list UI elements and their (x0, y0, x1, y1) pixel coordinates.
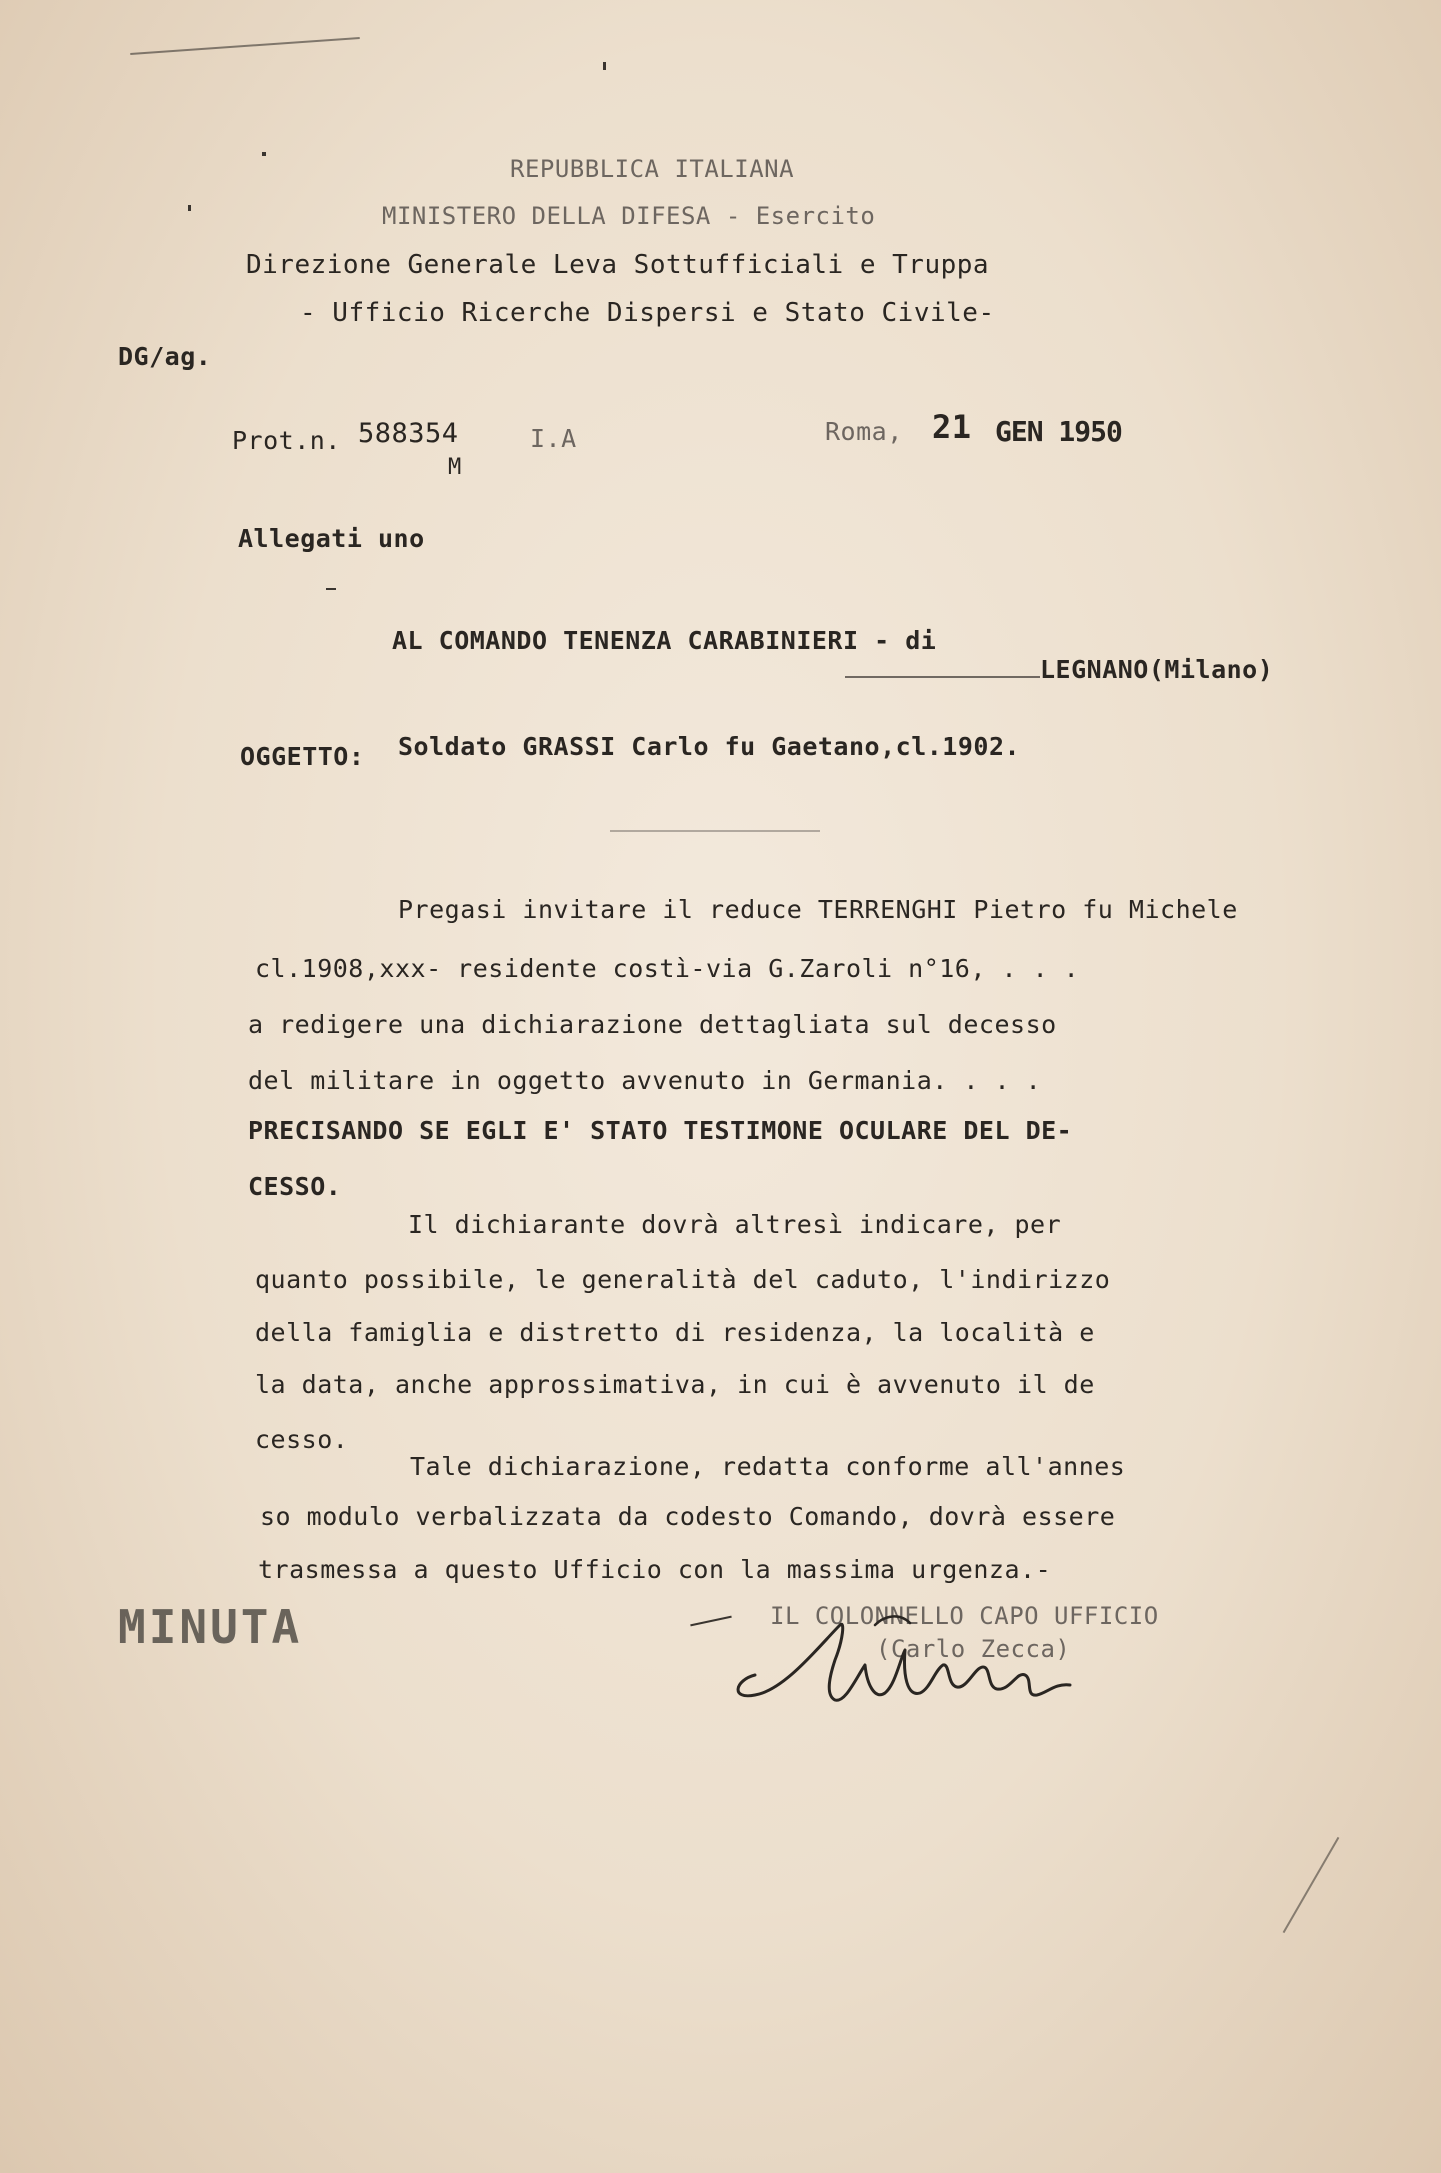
body-p3-line2: so modulo verbalizzata da codesto Comando, dovrà essere (260, 1502, 1116, 1531)
subject-label: OGGETTO: (240, 742, 365, 771)
date-place: Roma, (825, 417, 903, 446)
dotted-separator (610, 830, 820, 832)
signature-name: (Carlo Zecca) (876, 1635, 1071, 1663)
protocol-number: 588354 (358, 418, 459, 449)
protocol-suffix: I.A (530, 424, 577, 453)
attachments: Allegati uno (238, 524, 425, 553)
ink-dot (188, 205, 191, 211)
body-p1-line5: PRECISANDO SE EGLI E' STATO TESTIMONE OCULARE DEL DE- (248, 1116, 1073, 1145)
body-p1-line4: del militare in oggetto avvenuto in Germania. . . . (248, 1066, 1042, 1095)
body-p1-line6: CESSO. (248, 1172, 342, 1201)
header-office: - Ufficio Ricerche Dispersi e Stato Civile- (300, 298, 995, 328)
reference-code: DG/ag. (118, 342, 212, 371)
ink-dot (262, 152, 266, 156)
handwritten-signature (725, 1605, 1105, 1715)
recipient-underline (845, 676, 1040, 678)
pen-stroke-right (1283, 1837, 1340, 1933)
minuta-stamp: MINUTA (118, 1600, 303, 1654)
body-p2-line2: quanto possibile, le generalità del caduto, l'indirizzo (255, 1265, 1111, 1294)
protocol-label: Prot.n. (232, 426, 341, 455)
subject-text: Soldato GRASSI Carlo fu Gaetano,cl.1902. (398, 732, 1021, 761)
date-day: 21 (932, 408, 972, 446)
header-republic: REPUBBLICA ITALIANA (510, 155, 795, 183)
body-p2-line5: cesso. (255, 1425, 349, 1454)
recipient-line2: LEGNANO(Milano) (1040, 655, 1274, 684)
body-p2-line1: Il dichiarante dovrà altresì indicare, per (408, 1210, 1062, 1239)
ink-dot (603, 62, 606, 70)
signature-title: IL COLONNELLO CAPO UFFICIO (770, 1602, 1159, 1630)
body-p2-line4: la data, anche approssimativa, in cui è avvenuto il de (255, 1370, 1095, 1399)
protocol-sub: M (448, 455, 462, 480)
dash-mark (326, 588, 336, 590)
body-p1-line3: a redigere una dichiarazione dettagliata sul decesso (248, 1010, 1057, 1039)
body-p1-line2: cl.1908,xxx- residente costì-via G.Zaroli n°16, . . . (255, 954, 1080, 983)
body-p3-line1: Tale dichiarazione, redatta conforme all'annes (410, 1452, 1126, 1481)
body-p2-line3: della famiglia e distretto di residenza, la località e (255, 1318, 1095, 1347)
date-month-year: GEN 1950 (995, 415, 1122, 448)
body-p3-line3: trasmessa a questo Ufficio con la massima urgenza.- (258, 1555, 1052, 1584)
header-ministry: MINISTERO DELLA DIFESA - Esercito (382, 202, 876, 230)
recipient-line1: AL COMANDO TENENZA CARABINIERI - di (392, 626, 937, 655)
pen-stroke-top (130, 37, 360, 55)
header-directorate: Direzione Generale Leva Sottufficiali e Truppa (246, 250, 990, 280)
body-p1-line1: Pregasi invitare il reduce TERRENGHI Pietro fu Michele (398, 895, 1238, 924)
